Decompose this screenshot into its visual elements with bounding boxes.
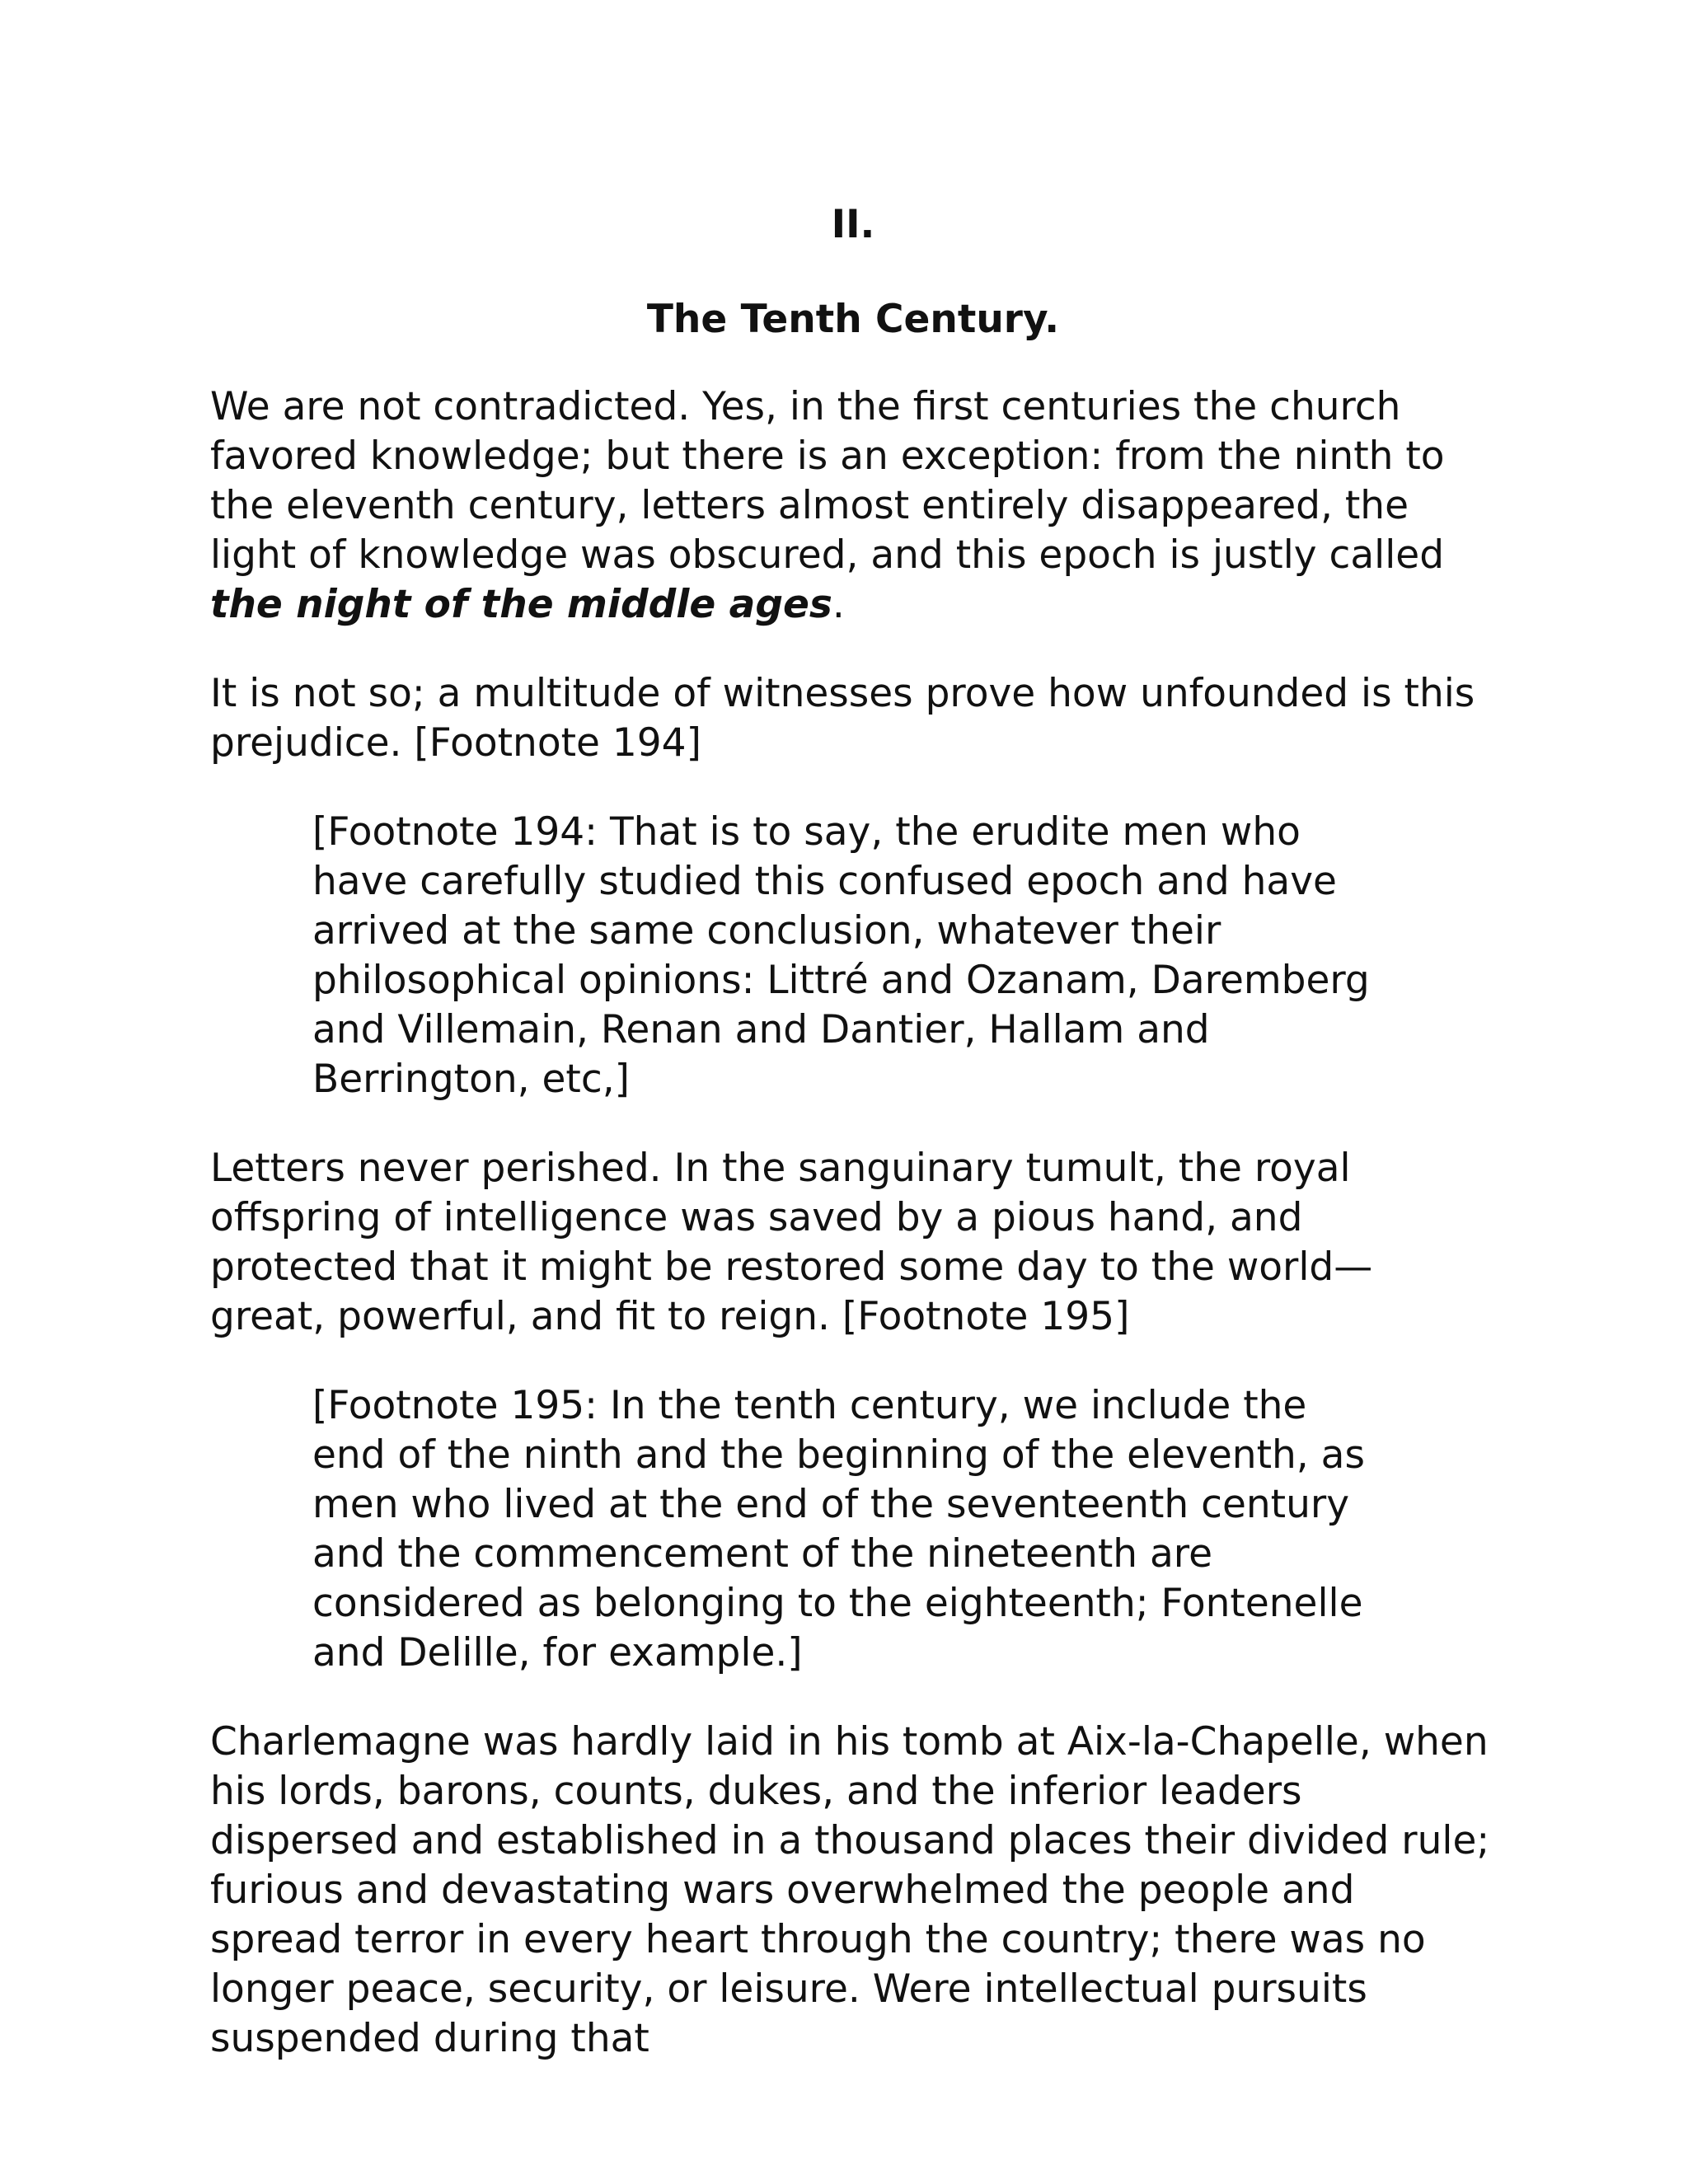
paragraph-3: Letters never perished. In the sanguinary tumult, the royal offspring of intelligence was saved by a pious hand, and protected that it might be restored some day to the world— great, powerful, and fit to reign. [Footnote 195] bbox=[210, 1146, 1373, 1339]
footnote-194: [Footnote 194: That is to say, the erudite men who have carefully studied this confused epoch and have arrived at the same conclusion, whatever their philosophical opinions: Littré and Ozanam, Daremberg and Villemain, Renan and Dantier, Hallam and Berrington, etc,] bbox=[312, 809, 1370, 1102]
footnote-195: [Footnote 195: In the tenth century, we include the end of the ninth and the beginning of the eleventh, as men who lived at the end of the seventeenth century and the commencement of the nineteenth are considered as belonging to the eighteenth; Fontenelle and Delille, for example.] bbox=[312, 1383, 1365, 1675]
chapter-title: The Tenth Century. bbox=[646, 297, 1060, 342]
paragraph-1 bbox=[210, 382, 1496, 630]
paragraph-2: It is not so; a multitude of witnesses prove how unfounded is this prejudice. [Footnote 194] bbox=[210, 671, 1475, 766]
paragraph-1-text: We are not contradicted. Yes, in the first centuries the church favored knowledge; but there is an exception: from the ninth to the eleventh century, letters almost entirely disappeared, the light of knowledge was obscured, and this epoch is justly called bbox=[210, 384, 1445, 578]
paragraph-1-end: . bbox=[832, 582, 845, 627]
document-page bbox=[210, 202, 1496, 2103]
paragraph-4: Charlemagne was hardly laid in his tomb at Aix-la-Chapelle, when his lords, barons, counts, dukes, and the inferior leaders dispersed and established in a thousand places their divided rule; furious and devastating wars overwhelmed the people and spread terror in every heart through the country; there was no longer peace, security, or leisure. Were intellectual pursuits suspended during that bbox=[210, 1719, 1490, 2061]
chapter-number: II. bbox=[831, 202, 875, 247]
paragraph-1-emphasis: the night of the middle ages bbox=[210, 582, 832, 627]
